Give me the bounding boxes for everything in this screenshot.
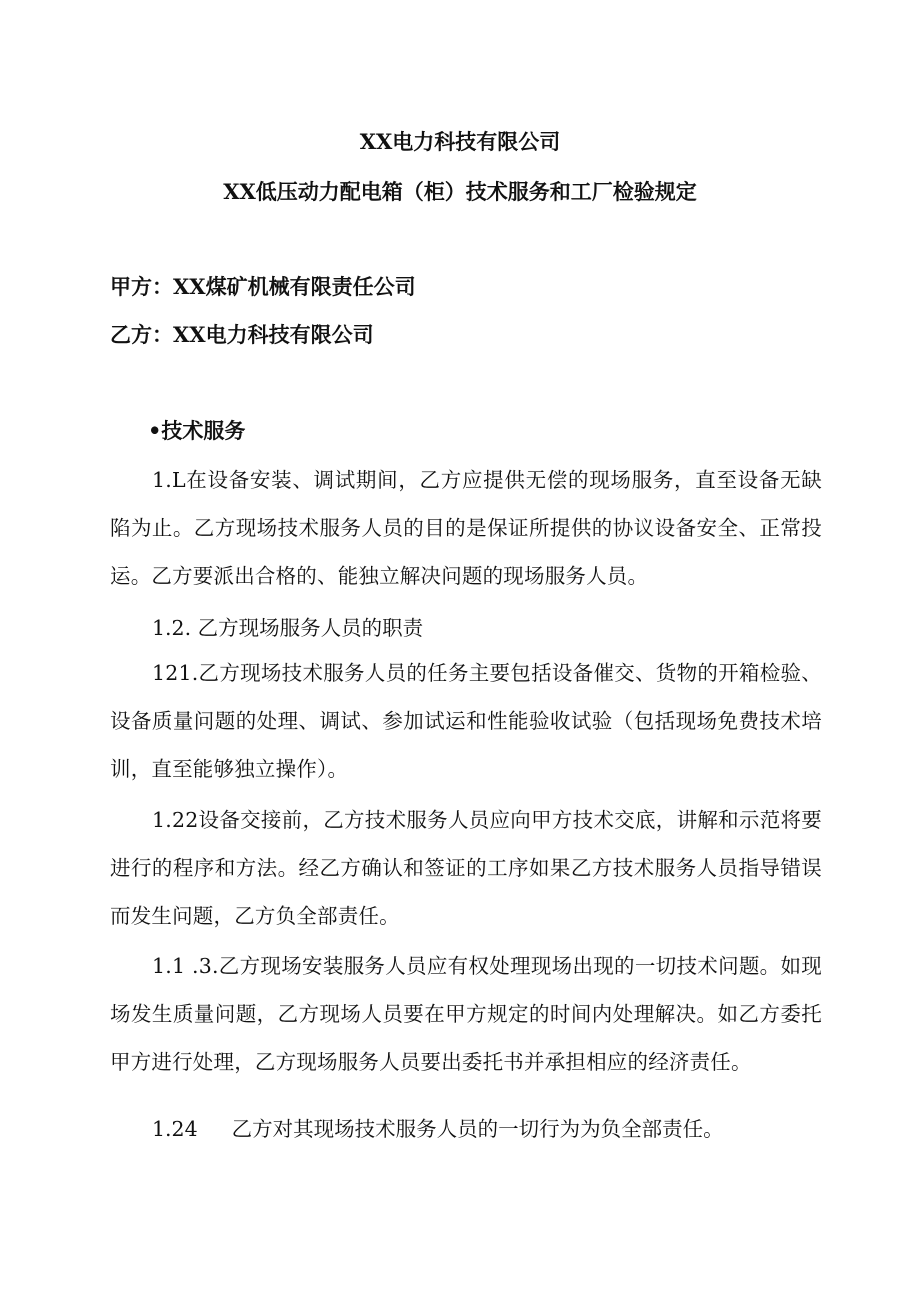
section-heading: •技术服务 [148, 418, 246, 443]
clause-1-2: 1.2. 乙方现场服务人员的职责 [152, 616, 424, 640]
company-title: XX电力科技有限公司 [359, 129, 561, 154]
clause-1-2-4-text: 乙方对其现场技术服务人员的一切行为为负全部责任。 [231, 1117, 724, 1141]
clause-1-2-4-number: 1.24 [152, 1117, 198, 1141]
party-a-line: 甲方：XX煤矿机械有限责任公司 [110, 274, 416, 299]
clause-1-2-4 [152, 1114, 724, 1144]
clause-1-2-1: 121.乙方现场技术服务人员的任务主要包括设备催交、货物的开箱检验、设备质量问题的处理、调试、参加试运和性能验收试验（包括现场免费技术培训，直至能够独立操作）。 [110, 661, 822, 781]
clause-1-2-2: 1.22设备交接前，乙方技术服务人员应向甲方技术交底，讲解和示范将要进行的程序和方法。经乙方确认和签证的工序如果乙方技术服务人员指导错误而发生问题，乙方负全部责任。 [110, 808, 822, 928]
clause-1-1: 1.L在设备安装、调试期间，乙方应提供无偿的现场服务，直至设备无缺陷为止。乙方现场技术服务人员的目的是保证所提供的协议设备安全、正常投运。乙方要派出合格的、能独立解决问题的现场服务人员。 [110, 468, 822, 588]
document-title: XX低压动力配电箱（柜）技术服务和工厂检验规定 [223, 179, 697, 204]
party-b-line: 乙方：XX电力科技有限公司 [110, 322, 374, 347]
clause-1-1-3: 1.1 .3.乙方现场安装服务人员应有权处理现场出现的一切技术问题。如现场发生质量问题，乙方现场人员要在甲方规定的时间内处理解决。如乙方委托甲方进行处理，乙方现场服务人员要出委托书并承担相应的经济责任。 [110, 954, 822, 1074]
